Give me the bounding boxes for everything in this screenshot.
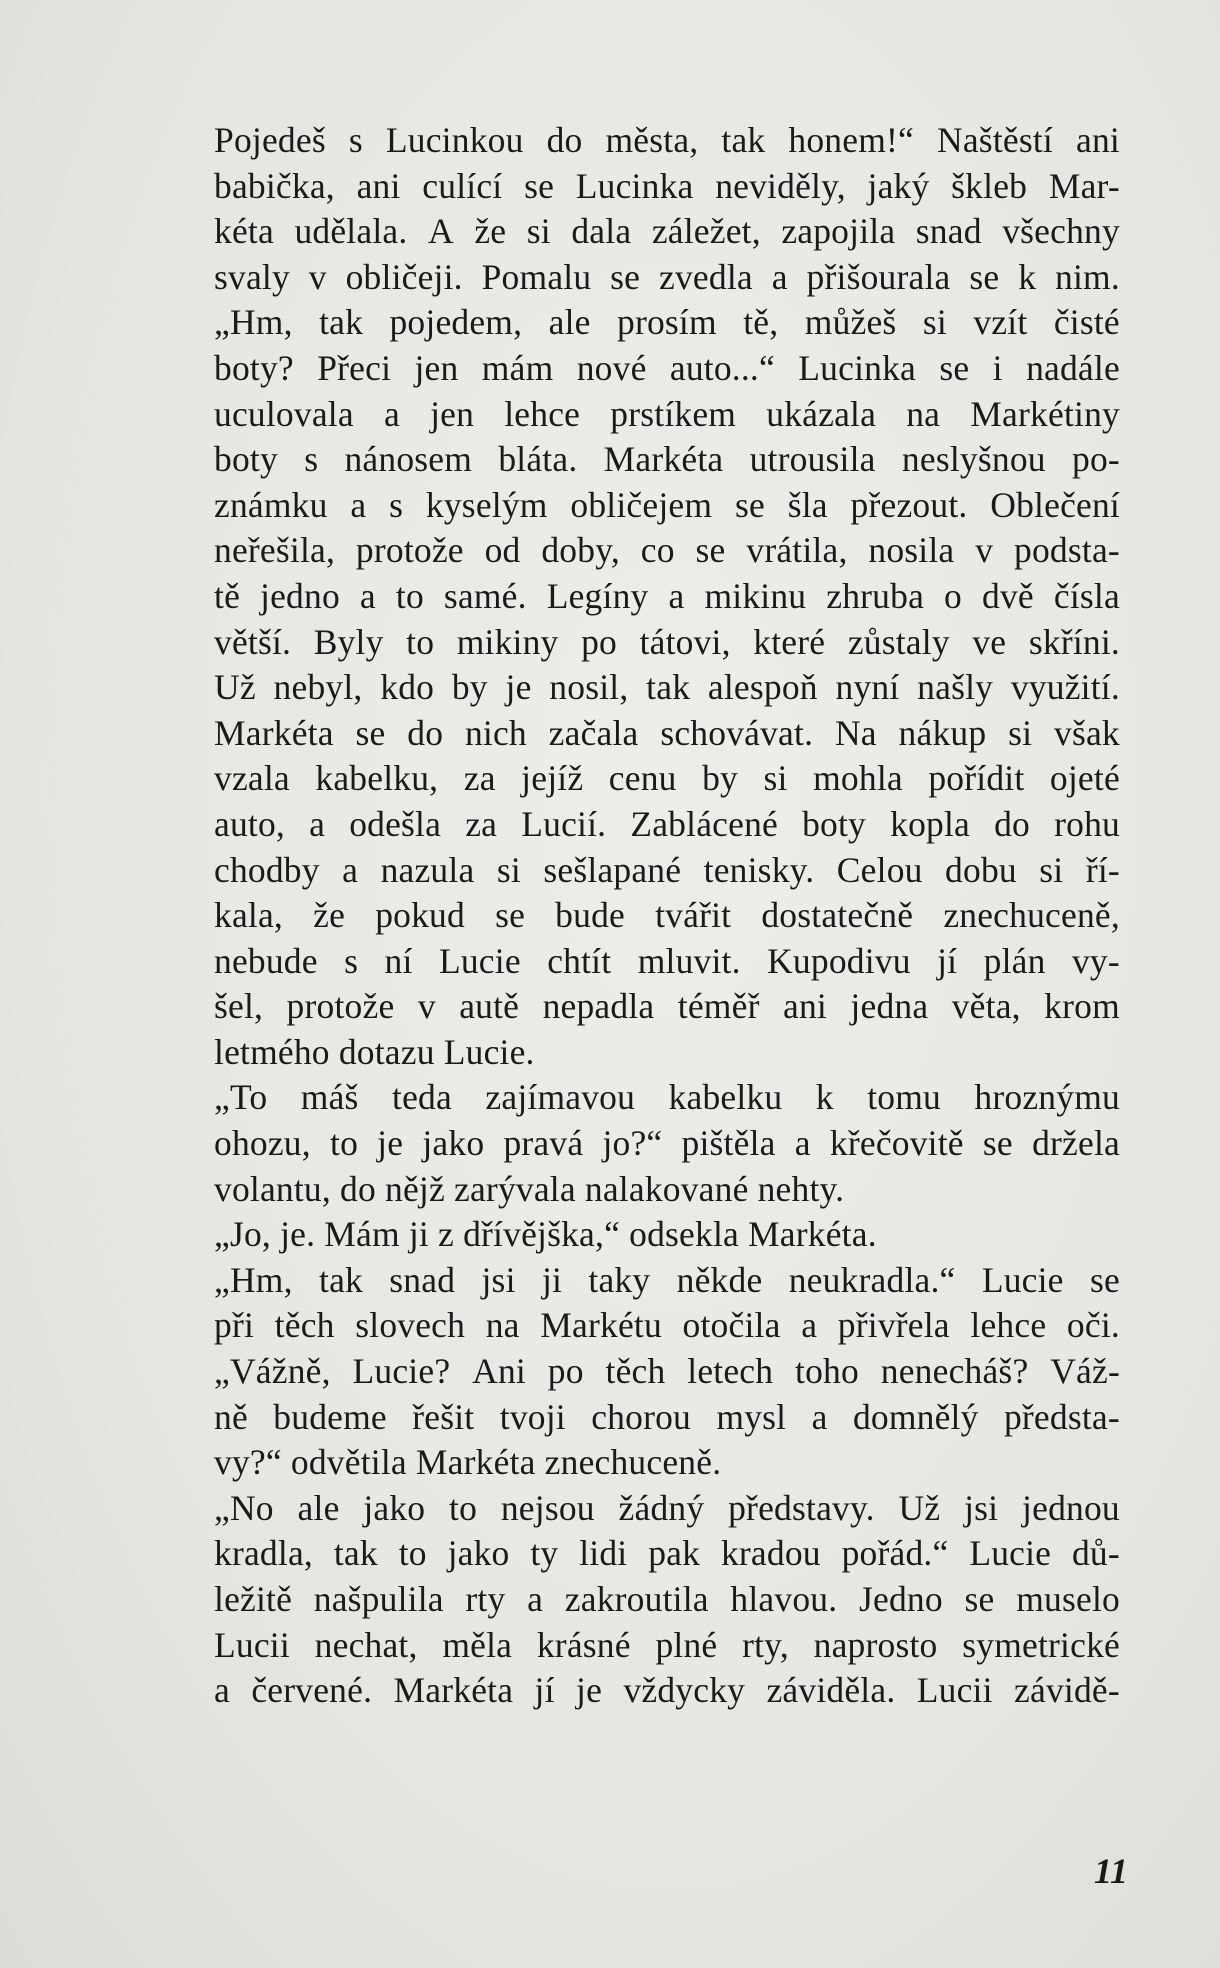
text-line: ležitě našpulila rty a zakroutila hlavou. Jedno se muselo (214, 1579, 1120, 1619)
text-line: uculovala a jen lehce prstíkem ukázala na Markétiny (214, 393, 1120, 434)
text-line: boty? Přeci jen mám nové auto...“ Lucinka se i nadále (214, 347, 1120, 388)
text-line: tě jedno a to samé. Legíny a mikinu zhruba o dvě čísla (214, 575, 1120, 616)
text-line: vzala kabelku, za jejíž cenu by si mohla pořídit ojeté (214, 758, 1120, 799)
page-number: 11 (1094, 1851, 1129, 1891)
text-line: vy?“ odvětila Markéta znechuceně. (214, 1442, 722, 1483)
text-line: „Jo, je. Mám ji z dřívějška,“ odsekla Markéta. (214, 1214, 877, 1255)
text-line: při těch slovech na Markétu otočila a přivřela lehce oči. (214, 1305, 1120, 1346)
text-line: kala, že pokud se bude tvářit dostatečně znechuceně, (214, 895, 1120, 936)
text-line: boty s nánosem bláta. Markéta utrousila neslyšnou po- (214, 439, 1120, 480)
text-line: kéta udělala. A že si dala záležet, zapojila snad všechny (214, 211, 1120, 252)
text-line: „To máš teda zajímavou kabelku k tomu hroznýmu (214, 1077, 1120, 1118)
text-line: neřešila, protože od doby, co se vrátila, nosila v podsta- (214, 530, 1120, 571)
text-line: „Hm, tak pojedem, ale prosím tě, můžeš si vzít čisté (214, 302, 1120, 343)
body-text (214, 118, 1120, 1714)
text-line: ně budeme řešit tvoji chorou mysl a domnělý předsta- (214, 1396, 1120, 1437)
text-line: kradla, tak to jako ty lidi pak kradou pořád.“ Lucie dů- (214, 1533, 1120, 1574)
text-line: babička, ani culící se Lucinka neviděly, jaký škleb Mar- (214, 165, 1120, 206)
text-line: větší. Byly to mikiny po tátovi, které zůstaly ve skříni. (214, 621, 1120, 662)
text-line: „Vážně, Lucie? Ani po těch letech toho nenecháš? Váž- (214, 1351, 1120, 1392)
text-line: svaly v obličeji. Pomalu se zvedla a přišourala se k nim. (214, 256, 1120, 297)
text-line: „Hm, tak snad jsi ji taky někde neukradla.“ Lucie se (214, 1259, 1120, 1300)
text-line: volantu, do nějž zarývala nalakované nehty. (214, 1168, 845, 1209)
text-line: Lucii nechat, měla krásné plné rty, naprosto symetrické (214, 1624, 1120, 1665)
text-line: a červené. Markéta jí je vždycky záviděla. Lucii závidě- (214, 1670, 1120, 1711)
text-line: auto, a odešla za Lucií. Zablácené boty kopla do rohu (214, 803, 1120, 844)
text-line: nebude s ní Lucie chtít mluvit. Kupodivu jí plán vy- (214, 940, 1120, 981)
text-line: „No ale jako to nejsou žádný představy. Už jsi jednou (214, 1487, 1120, 1528)
text-line: Markéta se do nich začala schovávat. Na nákup si však (214, 712, 1120, 753)
text-line: známku a s kyselým obličejem se šla přezout. Oblečení (214, 484, 1120, 525)
text-line: ohozu, to je jako pravá jo?“ pištěla a křečovitě se držela (214, 1123, 1120, 1164)
text-line: chodby a nazula si sešlapané tenisky. Celou dobu si ří- (214, 849, 1120, 890)
text-line: šel, protože v autě nepadla téměř ani jedna věta, krom (214, 986, 1120, 1027)
text-line: letmého dotazu Lucie. (214, 1031, 535, 1072)
text-line: Už nebyl, kdo by je nosil, tak alespoň nyní našly využití. (214, 667, 1120, 708)
text-line: Pojedeš s Lucinkou do města, tak honem!“ Naštěstí ani (214, 120, 1120, 160)
